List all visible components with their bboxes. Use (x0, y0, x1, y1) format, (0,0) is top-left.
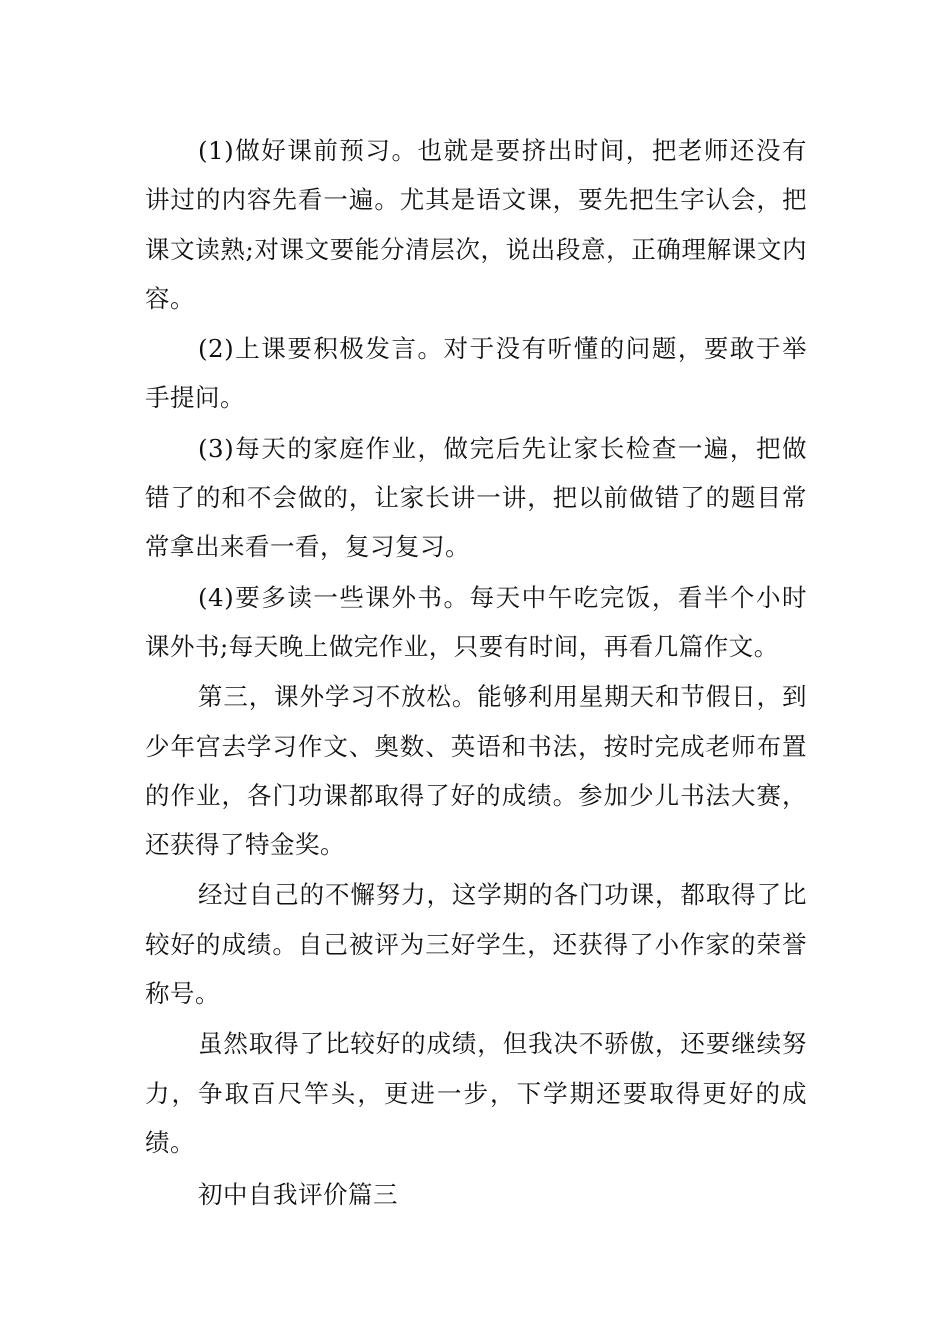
document-body (145, 126, 807, 1221)
section-heading: 初中自我评价篇三 (198, 1180, 398, 1210)
paragraph-keep-working: 虽然取得了比较好的成绩，但我决不骄傲，还要继续努力，争取百尺竿头，更进一步，下学期还要取得更好的成绩。 (145, 1029, 807, 1157)
paragraph-extracurricular-study: 第三，课外学习不放松。能够利用星期天和节假日，到少年宫去学习作文、奥数、英语和书法，按时完成老师布置的作业，各门功课都取得了好的成绩。参加少儿书法大赛，还获得了特金奖。 (145, 682, 807, 860)
paragraph-extra-reading: (4)要多读一些课外书。每天中午吃完饭，看半个小时课外书;每天晚上做完作业，只要有时间，再看几篇作文。 (145, 582, 807, 661)
paragraph-speak-in-class: (2)上课要积极发言。对于没有听懂的问题，要敢于举手提问。 (145, 334, 807, 413)
paragraph-preview-study: (1)做好课前预习。也就是要挤出时间，把老师还没有讲过的内容先看一遍。尤其是语文课，要先把生字认会，把课文读熟;对课文要能分清层次，说出段意，正确理解课文内容。 (145, 136, 807, 313)
paragraph-achievements: 经过自己的不懈努力，这学期的各门功课，都取得了比较好的成绩。自己被评为三好学生，还获得了小作家的荣誉称号。 (145, 880, 807, 1009)
paragraph-homework-check: (3)每天的家庭作业，做完后先让家长检查一遍，把做错了的和不会做的，让家长讲一讲，把以前做错了的题目常常拿出来看一看，复习复习。 (145, 433, 807, 562)
